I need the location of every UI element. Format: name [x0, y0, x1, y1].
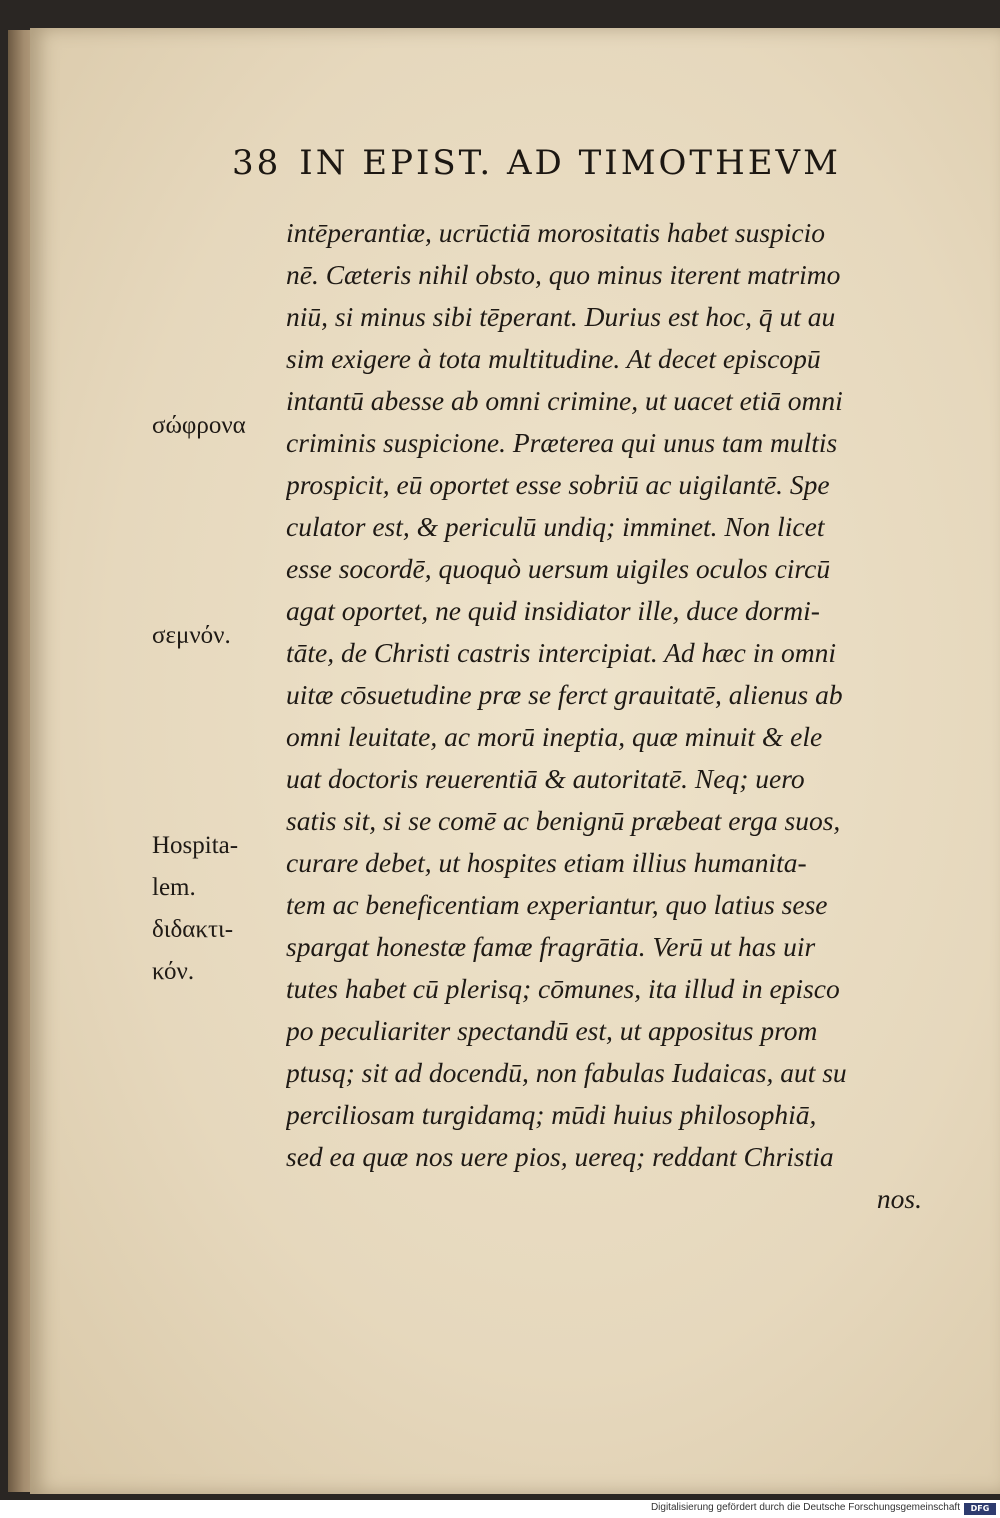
- margin-note-hospitalem-2: lem.: [152, 874, 196, 901]
- text-line: niū, si minus sibi tēperant. Durius est hoc, q̄ ut au: [286, 301, 836, 332]
- text-line: culator est, & periculū undiq; imminet. Non licet: [286, 511, 825, 542]
- text-line: uat doctoris reuerentiā & autoritatē. Neq; uero: [286, 763, 805, 794]
- text-line: agat oportet, ne quid insidiator ille, duce dormi-: [286, 595, 820, 626]
- text-line: nē. Cæteris nihil obsto, quo minus iterent matrimo: [286, 259, 841, 290]
- running-head: [232, 143, 932, 187]
- text-line: tāte, de Christi castris intercipiat. Ad hæc in omni: [286, 637, 836, 668]
- text-line: satis sit, si se comē ac benignū præbeat erga suos,: [286, 805, 841, 836]
- text-line: ptusq; sit ad docendū, non fabulas Iudaicas, aut su: [286, 1057, 847, 1088]
- text-line: perciliosam turgidamq; mūdi huius philosophiā,: [286, 1099, 817, 1130]
- body-text: [286, 212, 936, 1220]
- footer-bar: [0, 1500, 1000, 1518]
- margin-note-semnon: σεμνόν.: [152, 622, 231, 649]
- text-line: esse socordē, quoquò uersum uigiles oculos circū: [286, 553, 831, 584]
- text-line: criminis suspicione. Præterea qui unus tam multis: [286, 427, 838, 458]
- text-line: uitæ cōsuetudine præ se ferct grauitatē, alienus ab: [286, 679, 843, 710]
- text-line: po peculiariter spectandū est, ut appositus prom: [286, 1015, 818, 1046]
- text-line: sim exigere à tota multitudine. At decet episcopū: [286, 343, 821, 374]
- funding-credit: Digitalisierung gefördert durch die Deutsche Forschungsgemeinschaft: [650, 1502, 960, 1513]
- text-line: intēperantiæ, ucrūctiā morositatis habet suspicio: [286, 217, 826, 248]
- page-number: 38: [232, 143, 282, 183]
- dfg-logo: DFG: [964, 1503, 996, 1515]
- text-line: curare debet, ut hospites etiam illius humanita-: [286, 847, 807, 878]
- text-line: intantū abesse ab omni crimine, ut uacet etiā omni: [286, 385, 843, 416]
- catchword: nos.: [876, 1183, 922, 1214]
- text-line: prospicit, eū oportet esse sobriū ac uigilantē. Spe: [286, 469, 830, 500]
- text-line: spargat honestæ famæ fragrātia. Verū ut has uir: [286, 931, 816, 962]
- margin-note-hospitalem-1: Hospita-: [152, 832, 239, 859]
- text-line: omni leuitate, ac morū ineptia, quæ minuit & ele: [286, 721, 823, 752]
- running-title: IN EPIST. AD TIMOTHEVM: [299, 143, 841, 183]
- text-line: sed ea quæ nos uere pios, uereq; reddant Christia: [286, 1141, 834, 1172]
- margin-note-didaktikon-2: κόν.: [152, 958, 195, 985]
- margin-note-sophrona: σώφρονα: [152, 412, 246, 439]
- text-line: tutes habet cū plerisq; cōmunes, ita illud in episco: [286, 973, 840, 1004]
- margin-note-didaktikon-1: διδακτι-: [152, 916, 234, 943]
- text-line: tem ac beneficentiam experiantur, quo latius sese: [286, 889, 828, 920]
